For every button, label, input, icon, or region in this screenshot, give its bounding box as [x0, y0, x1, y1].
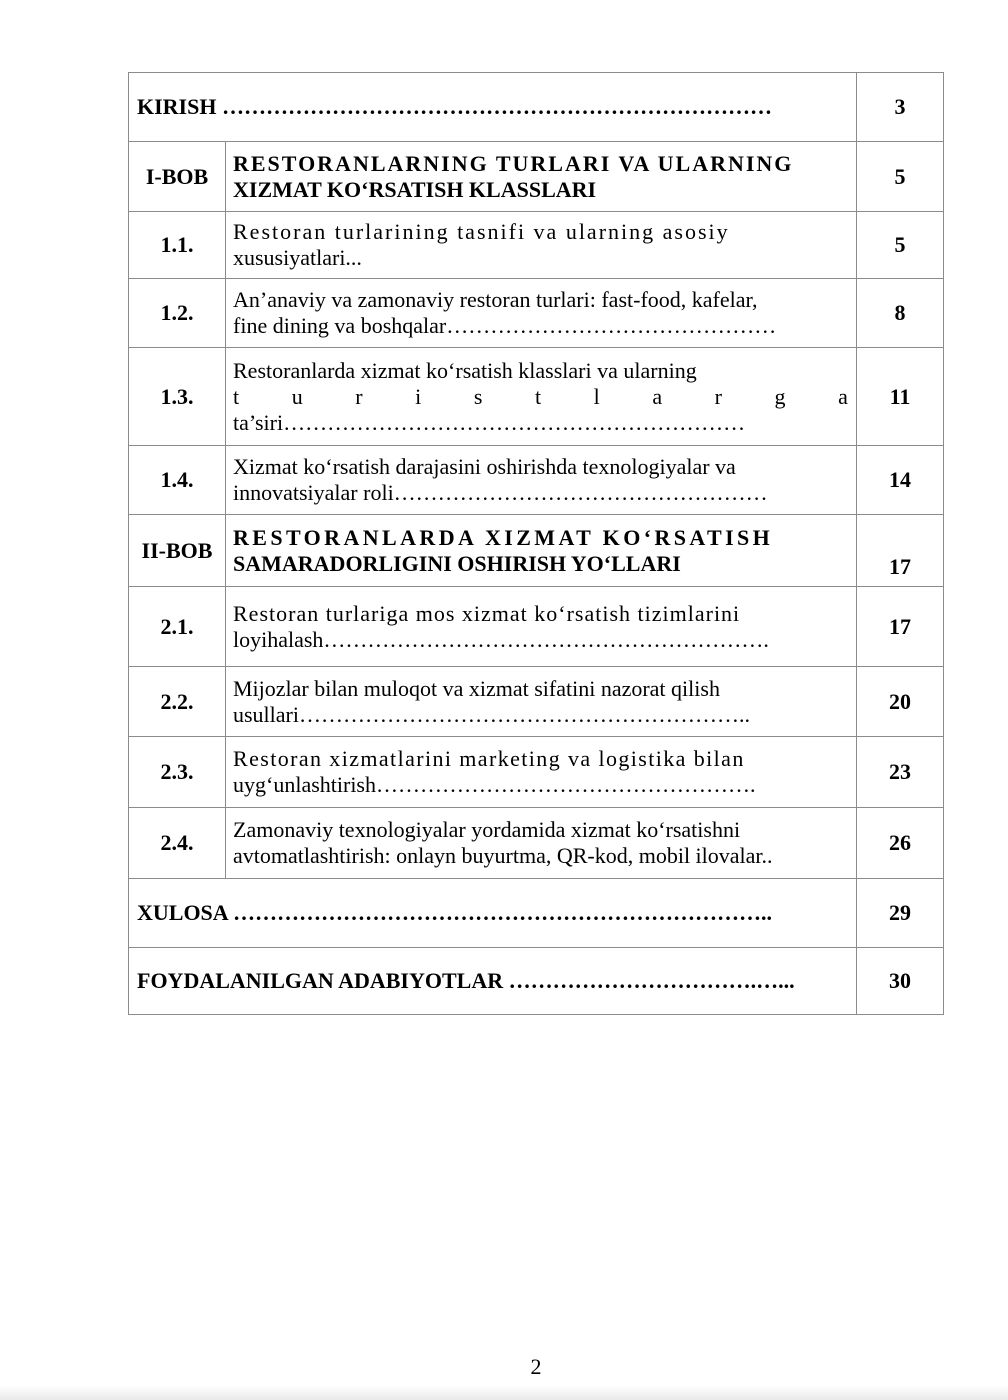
toc-title-adabiyotlar: FOYDALANILGAN ADABIYOTLAR …………………………….…...: [129, 948, 857, 1015]
toc-chapter-label: I-BOB: [129, 142, 226, 212]
toc-section-line: innovatsiyalar roli……………………………………………: [233, 480, 768, 505]
toc-row-chapter-1: [129, 142, 944, 212]
toc-page-adabiyotlar: 30: [857, 948, 944, 1015]
toc-section-line: usullari……………………………………………………..: [233, 701, 750, 727]
toc-page: 14: [857, 446, 944, 515]
toc-page: 23: [857, 737, 944, 808]
toc-section-title: [226, 667, 857, 737]
toc-row-2-1: [129, 587, 944, 667]
toc-row-xulosa: [129, 879, 944, 948]
toc-section-number: 2.2.: [129, 667, 226, 737]
toc-section-title: [226, 212, 857, 279]
toc-section-number: 1.1.: [129, 212, 226, 279]
toc-page: 17: [857, 515, 944, 587]
toc-letter: g: [774, 383, 786, 409]
toc-section-title: [226, 348, 857, 446]
toc-row-2-3: [129, 737, 944, 808]
toc-chapter-title-line2: SAMARADORLIGINI OSHIRISH YO‘LLARI: [233, 550, 681, 576]
toc-row-1-2: [129, 279, 944, 348]
toc-row-1-4: [129, 446, 944, 515]
toc-row-2-2: [129, 667, 944, 737]
toc-section-line: uyg‘unlashtirish…………………………………………….: [233, 772, 756, 797]
toc-section-title: [226, 808, 857, 879]
toc-section-number: 2.3.: [129, 737, 226, 808]
toc-letter: t: [233, 383, 240, 409]
toc-chapter-label: II-BOB: [129, 515, 226, 587]
toc-section-line: Zamonaviy texnologiyalar yordamida xizmat ko‘rsatishni: [233, 817, 741, 842]
table-of-contents: [128, 72, 944, 1015]
toc-page: 8: [857, 279, 944, 348]
toc-section-number: 1.2.: [129, 279, 226, 348]
toc-page-xulosa: 29: [857, 879, 944, 948]
toc-letter: t: [534, 383, 542, 409]
toc-title-kirish: KIRISH …………………………………………………………………: [129, 73, 857, 142]
toc-page: 20: [857, 667, 944, 737]
toc-section-line: Restoranlarda xizmat ko‘rsatish klasslari va ularning: [233, 357, 697, 383]
toc-section-line: An’anaviy va zamonaviy restoran turlari: fast-food, kafelar,: [233, 287, 758, 312]
toc-page: 5: [857, 212, 944, 279]
toc-row-kirish: [129, 73, 944, 142]
toc-row-1-1: [129, 212, 944, 279]
toc-section-line: Xizmat ko‘rsatish darajasini oshirishda texnologiyalar va: [233, 454, 736, 479]
page-bottom-edge: [0, 1386, 1008, 1400]
toc-page: 5: [857, 142, 944, 212]
toc-section-title: [226, 279, 857, 348]
toc-row-adabiyotlar: [129, 948, 944, 1015]
toc-section-line: fine dining va boshqalar………………………………………: [233, 313, 777, 338]
toc-title-xulosa: XULOSA ………………………………………………………………..: [129, 879, 857, 948]
toc-letter: a: [652, 383, 663, 409]
toc-section-title: [226, 587, 857, 667]
toc-section-number: 1.3.: [129, 348, 226, 446]
toc-page: 17: [857, 587, 944, 667]
toc-section-title: [226, 446, 857, 515]
toc-section-title: [226, 737, 857, 808]
toc-letter: i: [415, 383, 422, 409]
toc-letter: l: [593, 383, 600, 409]
toc-letter: s: [473, 383, 483, 409]
toc-row-1-3: [129, 348, 944, 446]
toc-section-line: Mijozlar bilan muloqot va xizmat sifatini nazorat qilish: [233, 675, 720, 701]
toc-section-number: 2.4.: [129, 808, 226, 879]
toc-page: 11: [857, 348, 944, 446]
toc-letter: r: [355, 383, 363, 409]
page-number: 2: [530, 1354, 542, 1379]
toc-section-line: loyihalash…………………………………………………….: [233, 626, 769, 652]
toc-letter: a: [838, 383, 848, 409]
toc-section-number: 1.4.: [129, 446, 226, 515]
toc-page-kirish: 3: [857, 73, 944, 142]
toc-section-number: 2.1.: [129, 587, 226, 667]
toc-chapter-title: [226, 515, 857, 587]
toc-section-line: ta’siri………………………………………………………: [233, 409, 746, 435]
toc-letter: r: [714, 383, 722, 409]
toc-row-2-4: [129, 808, 944, 879]
toc-page: 26: [857, 808, 944, 879]
toc-section-line: Restoran turlarining tasnifi va ularning asosiy: [233, 219, 730, 244]
toc-section-line: Restoran xizmatlarini marketing va logistika bilan: [233, 746, 745, 771]
toc-chapter-title-line2: XIZMAT KO‘RSATISH KLASSLARI: [233, 176, 597, 202]
toc-section-line: avtomatlashtirish: onlayn buyurtma, QR-kod, mobil ilovalar..: [233, 843, 773, 868]
toc-chapter-title-line1: RESTORANLARDA XIZMAT KO‘RSATISH: [233, 524, 774, 550]
toc-row-chapter-2: [129, 515, 944, 587]
toc-section-line: xususiyatlari...: [233, 245, 362, 270]
toc-letter: u: [291, 383, 303, 409]
toc-chapter-title: [226, 142, 857, 212]
toc-chapter-title-line1: RESTORANLARNING TURLARI VA ULARNING: [233, 150, 794, 176]
toc-section-line: Restoran turlariga mos xizmat ko‘rsatish tizimlarini: [233, 600, 741, 626]
toc-section-spread-line: [233, 384, 848, 410]
